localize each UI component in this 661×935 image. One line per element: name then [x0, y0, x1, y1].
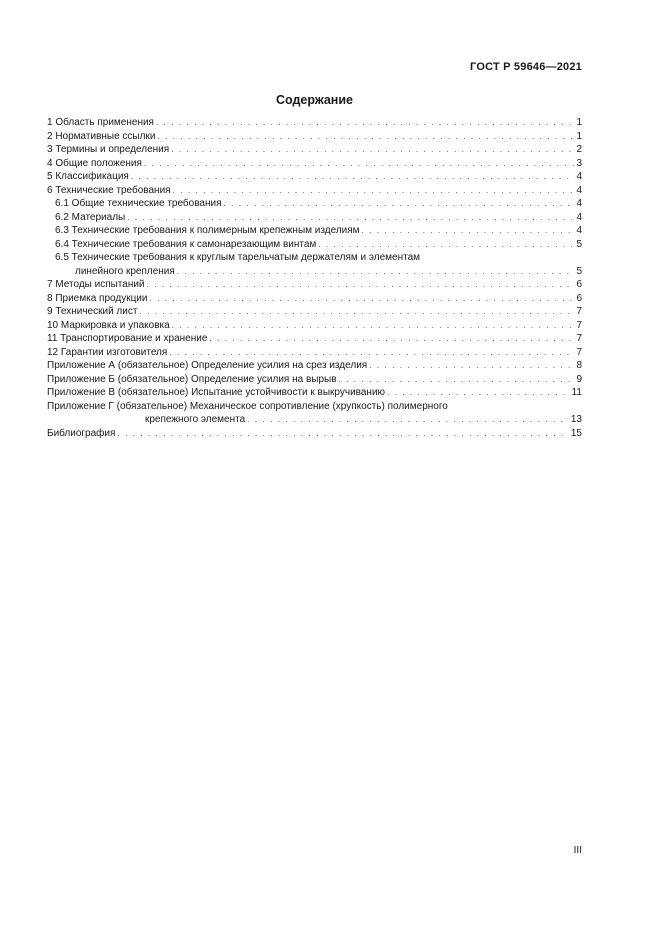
toc-leader-dots	[209, 332, 574, 346]
toc-entry-page: 2	[576, 144, 582, 155]
toc-entry-text: 11 Транспортирование и хранение	[47, 333, 208, 344]
toc-entry-page: 9	[576, 373, 582, 385]
toc-entry-2[interactable]	[47, 130, 582, 144]
toc-leader-dots	[169, 346, 574, 360]
toc-leader-dots	[247, 413, 569, 427]
toc-leader-dots	[177, 265, 575, 279]
toc-entry-text: 1 Область применения	[47, 117, 154, 128]
toc-entry-6-3[interactable]	[47, 224, 582, 238]
toc-leader-dots	[362, 224, 575, 238]
toc-entry-text: Приложение А (обязательное) Определение усилия на срез изделия	[47, 360, 368, 371]
toc-entry-text: 5 Классификация	[47, 171, 129, 182]
toc-entry-text: 4 Общие положения	[47, 157, 142, 169]
toc-entry-appendix-g-continuation[interactable]	[47, 413, 582, 427]
toc-entry-bibliography[interactable]	[47, 427, 582, 441]
toc-entry-text: 6.3 Технические требования к полимерным крепежным изделиям	[55, 225, 360, 236]
document-standard-id: ГОСТ Р 59646—2021	[470, 61, 582, 73]
toc-entry-9[interactable]	[47, 305, 582, 319]
toc-entry-7[interactable]	[47, 278, 582, 292]
toc-entry-page: 6	[576, 292, 582, 304]
toc-entry-text: 6.4 Технические требования к самонарезающим винтам	[55, 238, 317, 250]
toc-entry-11[interactable]	[47, 332, 582, 346]
toc-leader-dots	[172, 319, 575, 333]
toc-entry-text: Приложение Б (обязательное) Определение усилия на вырыв	[47, 373, 337, 385]
toc-entry-10[interactable]	[47, 319, 582, 333]
toc-leader-dots	[147, 278, 575, 292]
toc-entry-6-2[interactable]	[47, 211, 582, 225]
toc-leader-dots	[318, 238, 574, 252]
toc-entry-page: 4	[576, 198, 582, 209]
toc-entry-text-continued: крепежного элемента	[145, 414, 246, 425]
toc-leader-dots	[387, 386, 570, 400]
toc-entry-6-4[interactable]	[47, 238, 582, 252]
toc-leader-dots	[139, 305, 574, 319]
toc-leader-dots	[144, 157, 575, 171]
toc-entry-page: 4	[576, 184, 582, 196]
toc-entry-text: Приложение Г (обязательное) Механическое сопротивление (хрупкость) полимерного	[47, 400, 448, 412]
toc-entry-page: 5	[576, 238, 582, 250]
toc-entry-text: Библиография	[47, 427, 116, 439]
toc-entry-text: 6.2 Материалы	[55, 211, 126, 223]
toc-title: Содержание	[275, 93, 353, 107]
toc-leader-dots	[156, 116, 574, 130]
toc-entry-appendix-v[interactable]	[47, 386, 582, 400]
toc-entry-6-5-continuation[interactable]	[47, 265, 582, 279]
toc-entry-text: 9 Технический лист	[47, 306, 138, 317]
toc-entry-appendix-b[interactable]	[47, 373, 582, 387]
toc-entry-text: 2 Нормативные ссылки	[47, 130, 156, 142]
toc-entry-page: 4	[576, 211, 582, 223]
toc-entry-text: 6.5 Технические требования к круглым тарельчатым держателям и элементам	[55, 252, 421, 263]
table-of-contents	[47, 116, 582, 440]
toc-leader-dots	[171, 143, 574, 157]
toc-leader-dots	[173, 184, 575, 198]
toc-entry-12[interactable]	[47, 346, 582, 360]
toc-entry-6-1[interactable]	[47, 197, 582, 211]
toc-entry-text: 6.1 Общие технические требования	[55, 198, 222, 209]
toc-entry-text: 12 Гарантии изготовителя	[47, 346, 168, 358]
toc-leader-dots	[131, 170, 575, 184]
toc-leader-dots	[157, 130, 574, 144]
toc-entry-6-5[interactable]	[47, 251, 582, 265]
toc-entry-page: 4	[576, 171, 582, 182]
toc-entry-4[interactable]	[47, 157, 582, 171]
toc-entry-text: 3 Термины и определения	[47, 144, 170, 155]
toc-entry-8[interactable]	[47, 292, 582, 306]
toc-leader-dots	[339, 373, 575, 387]
toc-leader-dots	[127, 211, 574, 225]
toc-entry-page: 7	[576, 319, 582, 331]
toc-entry-text: 8 Приемка продукции	[47, 292, 148, 304]
toc-entry-page: 11	[571, 387, 582, 398]
toc-leader-dots	[149, 292, 574, 306]
toc-entry-5[interactable]	[47, 170, 582, 184]
toc-entry-appendix-g[interactable]	[47, 400, 582, 414]
toc-entry-appendix-a[interactable]	[47, 359, 582, 373]
toc-entry-1[interactable]	[47, 116, 582, 130]
toc-entry-page: 7	[576, 346, 582, 358]
toc-entry-page: 6	[576, 279, 582, 290]
toc-entry-page: 7	[576, 306, 582, 317]
toc-entry-text: Приложение В (обязательное) Испытание устойчивости к выкручиванию	[47, 387, 386, 398]
toc-entry-page: 13	[570, 414, 582, 425]
toc-entry-text: 7 Методы испытаний	[47, 279, 145, 290]
toc-entry-page: 1	[576, 117, 582, 128]
toc-entry-page: 4	[576, 225, 582, 236]
toc-entry-page: 7	[576, 333, 582, 344]
toc-leader-dots	[117, 427, 568, 441]
toc-entry-text: 6 Технические требования	[47, 184, 171, 196]
toc-entry-page: 5	[576, 265, 582, 277]
page-number: III	[573, 845, 582, 856]
toc-entry-page: 15	[570, 427, 582, 439]
toc-leader-dots	[369, 359, 574, 373]
toc-entry-page: 1	[576, 130, 582, 142]
toc-leader-dots	[224, 197, 575, 211]
toc-entry-text-continued: линейного крепления	[75, 265, 175, 277]
toc-entry-3[interactable]	[47, 143, 582, 157]
toc-entry-page: 3	[576, 157, 582, 169]
toc-entry-text: 10 Маркировка и упаковка	[47, 319, 170, 331]
toc-entry-page: 8	[576, 360, 582, 371]
toc-entry-6[interactable]	[47, 184, 582, 198]
